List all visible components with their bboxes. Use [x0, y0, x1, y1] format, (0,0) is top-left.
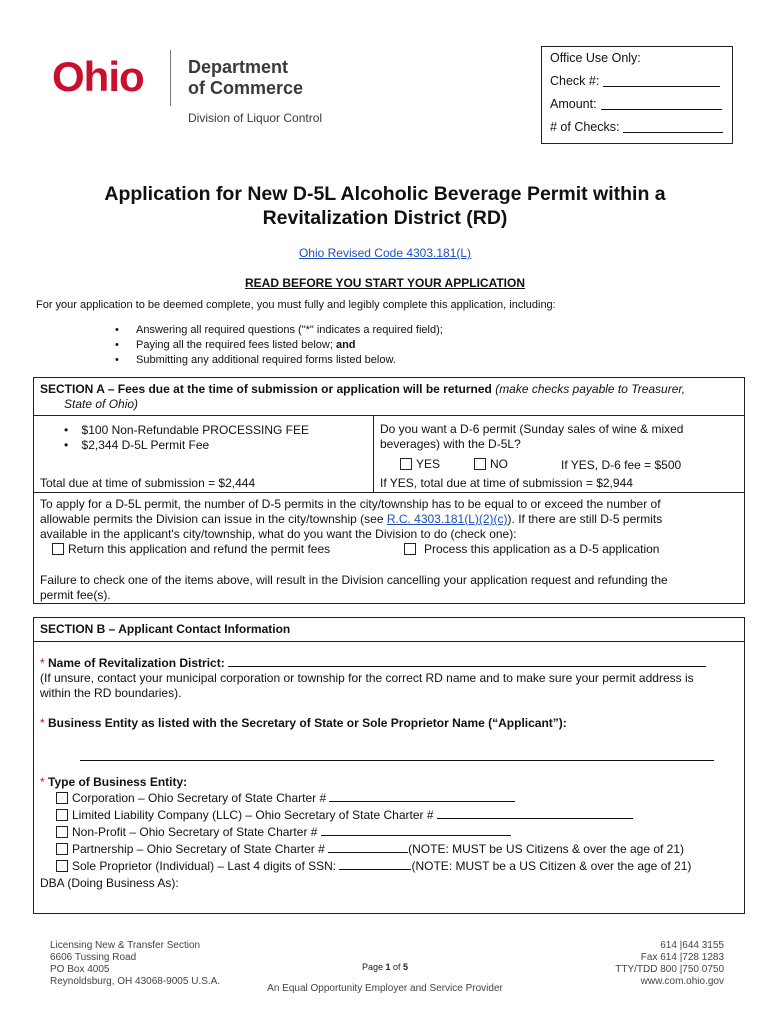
fee-processing: $100 Non-Refundable PROCESSING FEE [81, 423, 309, 437]
section-a-col-divider [373, 415, 374, 492]
read-before-heading: READ BEFORE YOU START YOUR APPLICATION [244, 276, 526, 290]
department-line2: of Commerce [188, 78, 304, 98]
rd-name-label: Name of Revitalization District: [48, 656, 225, 670]
department-name [188, 57, 303, 99]
orc-link[interactable]: Ohio Revised Code 4303.181(L) [298, 246, 472, 260]
llc-option[interactable] [56, 808, 633, 823]
page-title [40, 182, 730, 230]
ssn-field[interactable] [339, 859, 411, 870]
d6-question-line2: beverages) with the D-5L? [380, 437, 521, 451]
address-line3: PO Box 4005 [50, 964, 110, 975]
fee-list [64, 423, 309, 453]
d5-paragraph [40, 497, 740, 542]
d6-question-line1: Do you want a D-6 permit (Sunday sales of wine & mixed [380, 422, 684, 436]
page-current: 1 [385, 962, 391, 972]
list-item [115, 353, 443, 368]
return-option[interactable] [52, 542, 330, 557]
rd-note-line2: within the RD boundaries). [40, 686, 182, 700]
section-a-divider [33, 492, 745, 493]
entity-name-field[interactable] [80, 760, 714, 761]
section-b-divider [33, 641, 745, 642]
list-item [115, 323, 443, 338]
footer-contact [560, 940, 724, 988]
d6-no-label: NO [490, 457, 508, 471]
list-item: • $2,344 D-5L Permit Fee [64, 438, 210, 452]
dba-label: DBA (Doing Business As): [40, 876, 179, 890]
website-link[interactable]: www.com.ohio.gov [640, 976, 724, 987]
bullet-text: Paying all the required fees listed below; [136, 339, 336, 351]
failure-note [40, 573, 740, 603]
section-a-heading-italic: (make checks payable to Treasurer, [491, 382, 686, 396]
partnership-option[interactable] [56, 842, 684, 857]
corporation-charter-field[interactable] [329, 791, 515, 802]
office-use-title: Office Use Only: [550, 51, 641, 65]
sole-proprietor-checkbox[interactable] [56, 860, 68, 872]
d6-question [380, 422, 683, 452]
d5-line2-end: ). If there are still D-5 permits [507, 512, 663, 526]
failure-line1: Failure to check one of the items above, will result in the Division cancelling your application request and refunding the [40, 573, 668, 587]
required-marker: * [40, 775, 45, 789]
section-a-heading [40, 382, 740, 412]
d5-line1: To apply for a D-5L permit, the number of D-5 permits in the city/township has to be equal to or exceed the number of [40, 497, 661, 511]
nonprofit-label: Non-Profit – Ohio Secretary of State Charter # [72, 825, 318, 839]
fax: Fax 614 |728 1283 [640, 952, 724, 963]
return-label: Return this application and refund the permit fees [68, 542, 331, 556]
tty: TTY/TDD 800 |750 0750 [615, 964, 724, 975]
d6-yes-option[interactable] [400, 457, 440, 472]
section-a-heading-bold: SECTION A – Fees due at the time of submission or application will be returned [40, 382, 492, 396]
check-number-label: Check #: [550, 74, 600, 88]
d6-no-checkbox[interactable] [474, 458, 486, 470]
required-marker: * [40, 716, 45, 730]
num-checks-field[interactable] [623, 120, 723, 133]
amount-field[interactable] [601, 97, 722, 110]
title-line1: Application for New D-5L Alcoholic Beverage Permit within a [104, 183, 666, 205]
page-total: 5 [403, 962, 409, 972]
ohio-logo [52, 54, 144, 100]
d6-total: If YES, total due at time of submission = $2,944 [380, 476, 633, 490]
rd-name-row [40, 656, 706, 671]
rd-name-field[interactable] [228, 656, 706, 667]
page-label: Page [361, 962, 386, 972]
section-a-divider [33, 415, 745, 416]
nonprofit-option[interactable] [56, 825, 511, 840]
entity-row [40, 716, 567, 731]
requirements-list [115, 323, 443, 368]
department-line1: Department [188, 57, 289, 77]
llc-label: Limited Liability Company (LLC) – Ohio Secretary of State Charter # [72, 808, 434, 822]
sole-proprietor-note: (NOTE: MUST be a US Citizen & over the age of 21) [411, 859, 692, 873]
d6-yes-label: YES [416, 457, 441, 471]
d6-fee: If YES, D-6 fee = $500 [561, 458, 682, 472]
ohio-logo-word: Ohio [52, 53, 144, 100]
address-line1: Licensing New & Transfer Section [50, 940, 201, 951]
llc-charter-field[interactable] [437, 808, 633, 819]
partnership-checkbox[interactable] [56, 843, 68, 855]
corporation-checkbox[interactable] [56, 792, 68, 804]
rc-link[interactable]: R.C. 4303.181(L)(2)(c) [386, 512, 508, 526]
process-checkbox[interactable] [404, 543, 416, 555]
fee-permit: $2,344 D-5L Permit Fee [81, 438, 210, 452]
address-line2: 6606 Tussing Road [50, 952, 137, 963]
required-marker: * [40, 656, 45, 670]
bullet-text: Answering all required questions ("*" indicates a required field); [136, 324, 443, 336]
nonprofit-checkbox[interactable] [56, 826, 68, 838]
total-due: Total due at time of submission = $2,444 [40, 476, 256, 490]
check-number-field[interactable] [603, 74, 720, 87]
partnership-label: Partnership – Ohio Secretary of State Charter # [72, 842, 325, 856]
list-item [115, 338, 443, 353]
entity-type-label: Type of Business Entity: [48, 775, 188, 789]
d6-yes-checkbox[interactable] [400, 458, 412, 470]
intro-text: For your application to be deemed complete, you must fully and legibly complete this application, including: [36, 299, 556, 311]
d5-line3: available in the applicant's city/township, what do you want the Division to do (check one): [40, 527, 517, 541]
partnership-note: (NOTE: MUST be US Citizens & over the age of 21) [408, 842, 685, 856]
sole-proprietor-label: Sole Proprietor (Individual) – Last 4 digits of SSN: [72, 859, 337, 873]
rd-note [40, 671, 740, 701]
d5-line2: allowable permits the Division can issue in the city/township (see [40, 512, 387, 526]
failure-line2: permit fee(s). [40, 588, 111, 602]
d6-no-option[interactable] [474, 457, 508, 472]
eoe-statement: An Equal Opportunity Employer and Service Provider [267, 983, 503, 994]
nonprofit-charter-field[interactable] [321, 825, 511, 836]
office-use-box [541, 46, 733, 144]
rd-note-line1: (If unsure, contact your municipal corporation or township for the correct RD name and to make sure your permit address is [40, 671, 694, 685]
llc-checkbox[interactable] [56, 809, 68, 821]
corporation-option[interactable] [56, 791, 515, 806]
return-checkbox[interactable] [52, 543, 64, 555]
title-line2: Revitalization District (RD) [262, 207, 508, 229]
entity-label: Business Entity as listed with the Secretary of State or Sole Proprietor Name (“Applicant”): [48, 716, 567, 730]
bullet-bold: and [335, 339, 356, 351]
page-of: of [390, 962, 404, 972]
entity-type-row [40, 775, 187, 790]
corporation-label: Corporation – Ohio Secretary of State Charter # [72, 791, 327, 805]
address-line4: Reynoldsburg, OH 43068-9005 U.S.A. [50, 976, 221, 987]
section-b-heading: SECTION B – Applicant Contact Information [40, 622, 291, 636]
division-name: Division of Liquor Control [188, 111, 323, 125]
partnership-charter-field[interactable] [328, 842, 408, 853]
phone: 614 |644 3155 [660, 940, 724, 951]
logo-divider [170, 50, 171, 106]
process-label: Process this application as a D-5 application [424, 542, 660, 556]
section-a-heading-italic2: State of Ohio) [64, 397, 139, 411]
process-option[interactable] [404, 542, 659, 557]
amount-label: Amount: [550, 97, 597, 111]
sole-proprietor-option[interactable] [56, 859, 691, 874]
num-checks-label: # of Checks: [550, 120, 620, 134]
list-item: • $100 Non-Refundable PROCESSING FEE [64, 423, 309, 437]
bullet-text: Submitting any additional required forms listed below. [136, 354, 396, 366]
